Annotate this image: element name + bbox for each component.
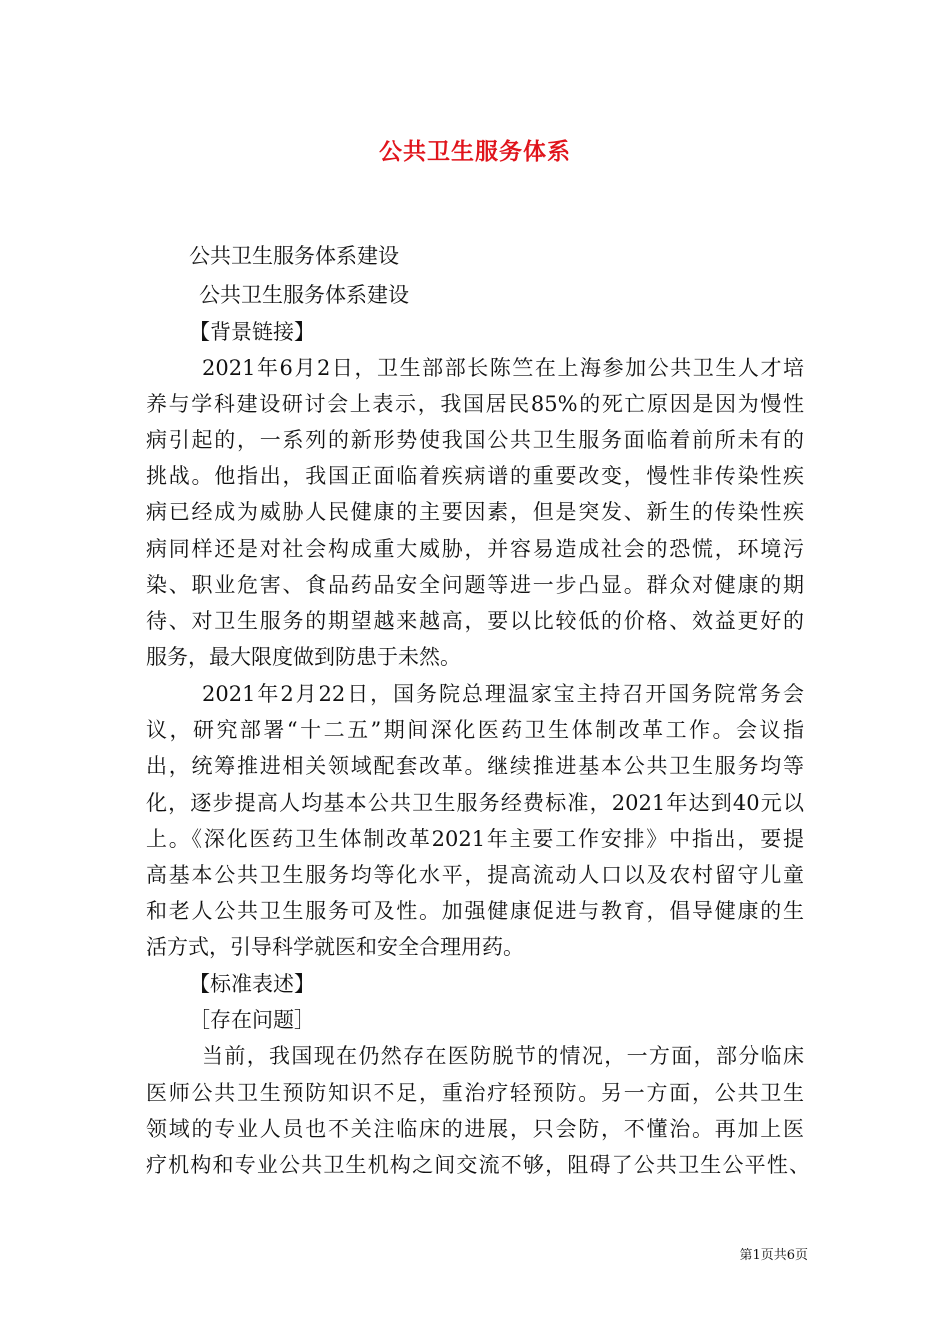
para2-line: 和老人公共卫生服务可及性。加强健康促进与教育，倡导健康的生 [146, 899, 804, 923]
section-background-label: 【背景链接】 [189, 320, 315, 344]
document-title: 公共卫生服务体系 [379, 138, 571, 165]
para3-line: 医师公共卫生预防知识不足，重治疗轻预防。另一方面，公共卫生 [146, 1081, 804, 1105]
para1-line: 病引起的，一系列的新形势使我国公共卫生服务面临着前所未有的 [146, 428, 804, 452]
para1-line: 病已经成为威胁人民健康的主要因素，但是突发、新生的传染性疾 [146, 500, 804, 524]
para2-line: 化，逐步提高人均基本公共卫生服务经费标准，2021年达到40元以 [146, 791, 804, 815]
para2-line: 出，统筹推进相关领域配套改革。继续推进基本公共卫生服务均等 [146, 754, 804, 778]
subsection-problem-label: ［存在问题］ [189, 1008, 315, 1032]
heading-2: 公共卫生服务体系建设 [199, 283, 409, 307]
para3-line: 当前，我国现在仍然存在医防脱节的情况，一方面，部分临床 [202, 1044, 804, 1068]
para2-line: 活方式，引导科学就医和安全合理用药。 [146, 935, 524, 959]
para1-line: 待、对卫生服务的期望越来越高，要以比较低的价格、效益更好的 [146, 609, 804, 633]
para1-line: 染、职业危害、食品药品安全问题等进一步凸显。群众对健康的期 [146, 573, 804, 597]
page-indicator: 第1页共6页 [739, 1248, 808, 1263]
section-standard-label: 【标准表述】 [189, 972, 315, 996]
para2-line: 高基本公共卫生服务均等化水平，提高流动人口以及农村留守儿童 [146, 863, 804, 887]
para1-line: 养与学科建设研讨会上表示，我国居民85%的死亡原因是因为慢性 [146, 392, 804, 416]
para1-line: 挑战。他指出，我国正面临着疾病谱的重要改变，慢性非传染性疾 [146, 464, 804, 488]
para2-line: 议，研究部署“十二五”期间深化医药卫生体制改革工作。会议指 [146, 718, 804, 742]
para1-line: 2021年6月2日，卫生部部长陈竺在上海参加公共卫生人才培 [202, 356, 804, 380]
para3-line: 疗机构和专业公共卫生机构之间交流不够，阻碍了公共卫生公平性、 [146, 1153, 810, 1177]
para2-line: 上。《深化医药卫生体制改革2021年主要工作安排》中指出，要提 [146, 827, 804, 851]
para1-line: 病同样还是对社会构成重大威胁，并容易造成社会的恐慌，环境污 [146, 537, 804, 561]
para2-line: 2021年2月22日，国务院总理温家宝主持召开国务院常务会 [202, 682, 804, 706]
para3-line: 领域的专业人员也不关注临床的进展，只会防，不懂治。再加上医 [146, 1117, 804, 1141]
para1-line: 服务，最大限度做到防患于未然。 [146, 645, 461, 669]
heading-1: 公共卫生服务体系建设 [189, 244, 399, 268]
